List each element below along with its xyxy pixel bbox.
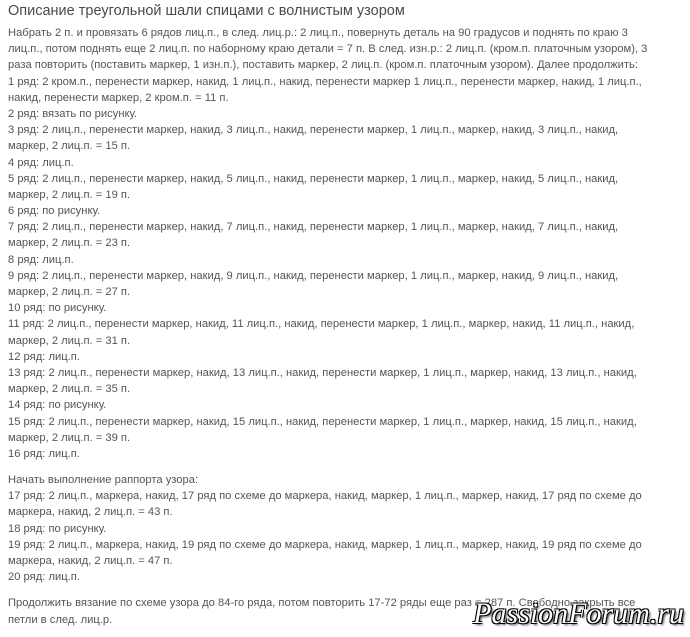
text-line: лиц.п., потом поднять еще 2 лиц.п. по наборному краю детали = 7 п. В след. изн.р.: 2 лиц.п. (кром.п. платочным узором), 3	[8, 43, 648, 56]
site-watermark: PassionForum.ru	[473, 597, 684, 630]
text-line: маркер, 2 лиц.п. = 23 п.	[8, 237, 131, 250]
text-line: Начать выполнение раппорта узора:	[8, 474, 199, 487]
text-line: 7 ряд: 2 лиц.п., перенести маркер, накид, 7 лиц.п., накид, перенести маркер, 1 лиц.п., маркер, накид, 7 лиц.п., накид,	[8, 221, 619, 234]
text-line: 15 ряд: 2 лиц.п., перенести маркер, накид, 15 лиц.п., накид, перенести маркер, 1 лиц.п., маркер, накид, 15 лиц.п., накид,	[8, 415, 637, 428]
repeat-block	[8, 472, 685, 585]
text-line: 18 ряд: по рисунку.	[8, 522, 107, 535]
intro-block	[8, 25, 685, 462]
text-line: 4 ряд: лиц.п.	[8, 156, 74, 169]
text-line: 6 ряд: по рисунку.	[8, 205, 101, 218]
page-title: Описание треугольной шали спицами с волнистым узором	[8, 3, 405, 19]
text-line: 8 ряд: лиц.п.	[8, 253, 74, 266]
text-line: 3 ряд: 2 лиц.п., перенести маркер, накид, 3 лиц.п., накид, перенести маркер, 1 лиц.п., маркер, накид, 3 лиц.п., накид,	[8, 124, 619, 137]
text-line: 10 ряд: по рисунку.	[8, 302, 107, 315]
pattern-text	[8, 25, 685, 628]
text-line: 2 ряд: вязать по рисунку.	[8, 107, 138, 120]
paragraph-gap	[8, 585, 685, 595]
text-line: 5 ряд: 2 лиц.п., перенести маркер, накид, 5 лиц.п., накид, перенести маркер, 1 лиц.п., маркер, накид, 5 лиц.п., накид,	[8, 172, 619, 185]
text-line: 1 ряд: 2 кром.п., перенести маркер, накид, 1 лиц.п., накид, перенести маркер 1 лиц.п., перенести маркер, накид, 1 лиц.п.,	[8, 75, 642, 88]
text-line: маркер, 2 лиц.п. = 35 п.	[8, 383, 131, 396]
paragraph-gap	[8, 462, 685, 472]
text-line: Продолжить вязание по схеме узора до 84-го ряда, потом повторить 17-72 ряды еще раз = 287 п. Свободно закрыть все	[8, 597, 636, 610]
text-line: 14 ряд: по рисунку.	[8, 399, 107, 412]
text-line: маркера, накид, 2 лиц.п. = 43 п.	[8, 506, 173, 519]
text-line: 17 ряд: 2 лиц.п., маркера, накид, 17 ряд по схеме до маркера, накид, маркер, 1 лиц.п., маркер, накид, 17 ряд по схеме до	[8, 490, 642, 503]
text-line: маркер, 2 лиц.п. = 27 п.	[8, 286, 131, 298]
text-line: Набрать 2 п. и провязать 6 рядов лиц.п., в след. лиц.р.: 2 лиц.п., повернуть деталь на 90 градусов и поднять по краю 3	[8, 27, 628, 39]
text-line: 16 ряд: лиц.п.	[8, 447, 80, 460]
text-line: маркер, 2 лиц.п. = 39 п.	[8, 431, 131, 444]
text-line: 19 ряд: 2 лиц.п., маркера, накид, 19 ряд по схеме до маркера, накид, маркер, 1 лиц.п., маркер, накид, 19 ряд по схеме до	[8, 538, 642, 551]
text-line: 20 ряд: лиц.п.	[8, 571, 80, 584]
text-line: накид, перенести маркер, 2 кром.п. = 11 п.	[8, 91, 229, 104]
text-line: петли в след. лиц.р.	[8, 613, 113, 626]
text-line: раза повторить (поставить маркер, 1 изн.п.), поставить маркер, 2 лиц.п. (кром.п. платочным узором). Далее продолжить:	[8, 59, 638, 72]
text-line: 13 ряд: 2 лиц.п., перенести маркер, накид, 13 лиц.п., накид, перенести маркер, 1 лиц.п., маркер, накид, 13 лиц.п., накид,	[8, 366, 637, 379]
text-line: 11 ряд: 2 лиц.п., перенести маркер, накид, 11 лиц.п., накид, перенести маркер, 1 лиц.п., маркер, накид, 11 лиц.п., накид,	[8, 318, 635, 331]
text-line: 12 ряд: лиц.п.	[8, 350, 80, 363]
text-line: маркер, 2 лиц.п. = 15 п.	[8, 140, 131, 153]
text-line: маркера, накид, 2 лиц.п. = 47 п.	[8, 555, 173, 567]
text-line: 9 ряд: 2 лиц.п., перенести маркер, накид, 9 лиц.п., накид, перенести маркер, 1 лиц.п., маркер, накид, 9 лиц.п., накид,	[8, 269, 619, 282]
text-line: маркер, 2 лиц.п. = 19 п.	[8, 188, 131, 201]
text-line: маркер, 2 лиц.п. = 31 п.	[8, 334, 131, 347]
